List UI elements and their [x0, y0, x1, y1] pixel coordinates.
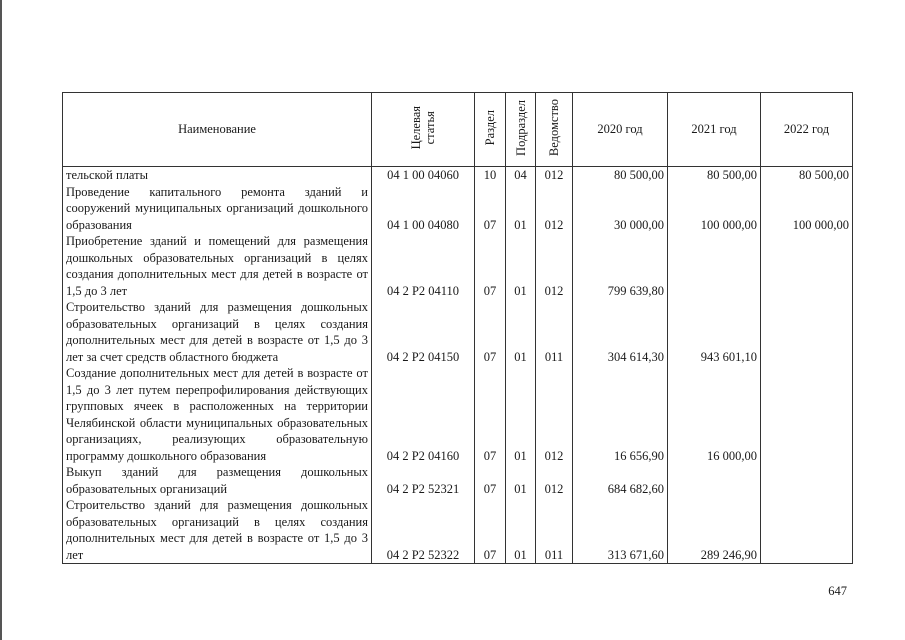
row-subsection: 01: [506, 497, 536, 564]
header-department: Ведомство: [536, 93, 573, 167]
table-header-row: [63, 93, 853, 167]
row-department: 012: [536, 184, 573, 234]
header-subsection: Подраздел: [506, 93, 536, 167]
row-name: Приобретение зданий и помещений для размещения дошкольных образовательных организаций в целях создания дополнительных мест для детей в возрасте от 1,5 до 3 лет: [63, 233, 372, 299]
table-row: [63, 464, 853, 497]
row-section: 07: [475, 184, 506, 234]
table-row: [63, 497, 853, 564]
table-row: [63, 184, 853, 234]
row-section: 07: [475, 464, 506, 497]
row-department: 011: [536, 299, 573, 365]
row-2020: 30 000,00: [573, 184, 668, 234]
row-subsection: 04: [506, 167, 536, 184]
row-2021: 100 000,00: [668, 184, 761, 234]
table-row: [63, 365, 853, 464]
row-2021: [668, 464, 761, 497]
row-department: 012: [536, 365, 573, 464]
row-department: 012: [536, 167, 573, 184]
row-section: 10: [475, 167, 506, 184]
row-2022: [761, 365, 853, 464]
header-section: Раздел: [475, 93, 506, 167]
page-edge-rule: [0, 0, 2, 640]
row-2021: [668, 233, 761, 299]
row-target-article: 04 1 00 04080: [372, 184, 475, 234]
row-2020: 16 656,90: [573, 365, 668, 464]
row-2020: 684 682,60: [573, 464, 668, 497]
row-target-article: 04 2 Р2 52321: [372, 464, 475, 497]
table-row: [63, 167, 853, 184]
row-department: 011: [536, 497, 573, 564]
header-target-article: Целевая статья: [372, 93, 475, 167]
header-2022: 2022 год: [761, 93, 853, 167]
page-number: 647: [828, 584, 847, 598]
row-name: Строительство зданий для размещения дошкольных образовательных организаций в целях создания дополнительных мест для детей в возрасте от 1,5 до 3 лет за счет средств областного бюджета: [63, 299, 372, 365]
row-name: Создание дополнительных мест для детей в возрасте от 1,5 до 3 лет путем перепрофилирования действующих групповых ячеек в расположенных на территории Челябинской области муниципальных образовательных организациях, реализующих образовательную программу дошкольного образования: [63, 365, 372, 464]
row-target-article: 04 2 Р2 52322: [372, 497, 475, 564]
row-section: 07: [475, 299, 506, 365]
row-2021: 80 500,00: [668, 167, 761, 184]
row-name: Выкуп зданий для размещения дошкольных образовательных организаций: [63, 464, 372, 497]
row-subsection: 01: [506, 299, 536, 365]
row-2020: 799 639,80: [573, 233, 668, 299]
row-target-article: 04 2 Р2 04160: [372, 365, 475, 464]
row-target-article: 04 2 Р2 04150: [372, 299, 475, 365]
row-subsection: 01: [506, 184, 536, 234]
row-subsection: 01: [506, 365, 536, 464]
row-department: 012: [536, 464, 573, 497]
header-2021: 2021 год: [668, 93, 761, 167]
row-2022: [761, 497, 853, 564]
row-section: 07: [475, 233, 506, 299]
row-2022: 100 000,00: [761, 184, 853, 234]
row-target-article: 04 2 Р2 04110: [372, 233, 475, 299]
row-subsection: 01: [506, 464, 536, 497]
row-2021: 16 000,00: [668, 365, 761, 464]
row-2020: 313 671,60: [573, 497, 668, 564]
row-section: 07: [475, 497, 506, 564]
row-2022: [761, 233, 853, 299]
row-department: 012: [536, 233, 573, 299]
row-2020: 80 500,00: [573, 167, 668, 184]
row-2022: [761, 299, 853, 365]
row-name: Строительство зданий для размещения дошкольных образовательных организаций в целях создания дополнительных мест для детей в возрасте от 1,5 до 3 лет: [63, 497, 372, 564]
row-2021: 289 246,90: [668, 497, 761, 564]
row-2022: [761, 464, 853, 497]
budget-table-container: [62, 92, 852, 564]
row-name: тельской платы: [63, 167, 372, 184]
row-2022: 80 500,00: [761, 167, 853, 184]
row-target-article: 04 1 00 04060: [372, 167, 475, 184]
header-2020: 2020 год: [573, 93, 668, 167]
row-subsection: 01: [506, 233, 536, 299]
header-name: Наименование: [63, 93, 372, 167]
row-2020: 304 614,30: [573, 299, 668, 365]
row-2021: 943 601,10: [668, 299, 761, 365]
row-section: 07: [475, 365, 506, 464]
row-name: Проведение капитального ремонта зданий и сооружений муниципальных организаций дошкольного образования: [63, 184, 372, 234]
table-row: [63, 233, 853, 299]
budget-table: [62, 92, 853, 564]
table-row: [63, 299, 853, 365]
